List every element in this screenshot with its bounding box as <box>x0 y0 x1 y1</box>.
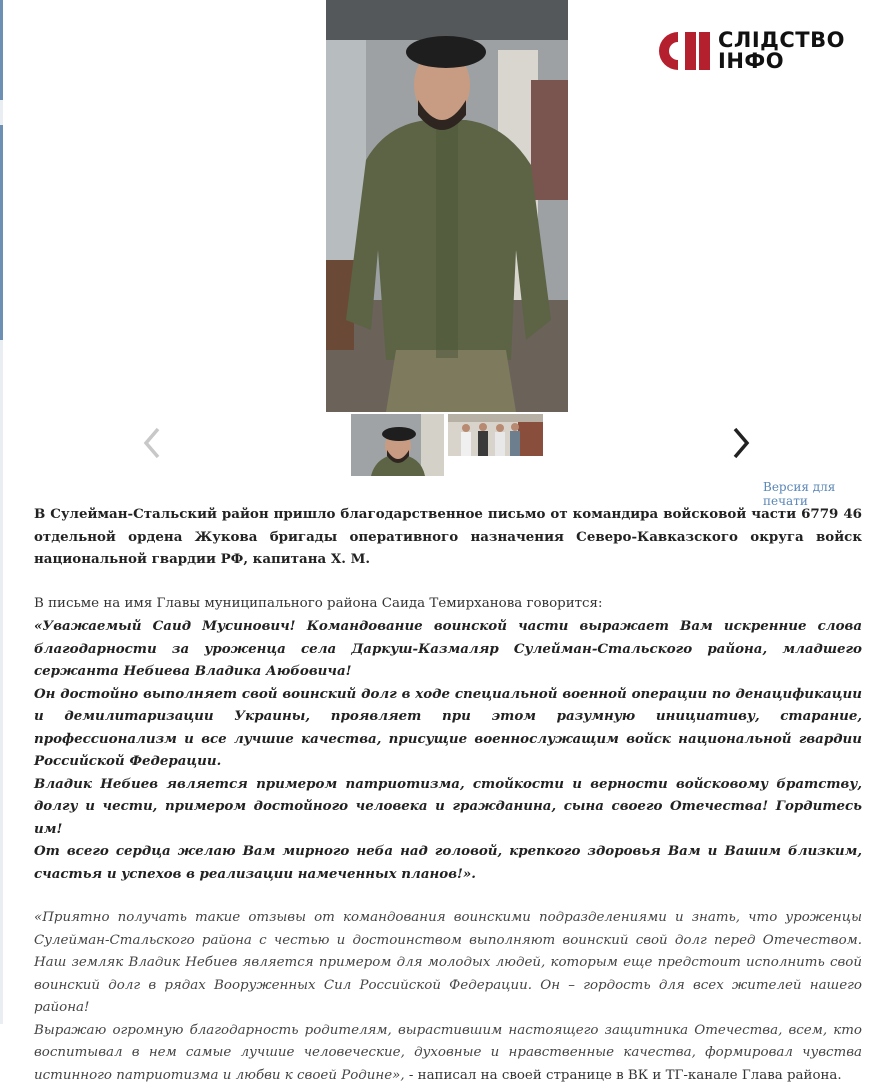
gallery-next-button[interactable] <box>729 425 753 465</box>
gallery-thumbnail-2[interactable] <box>448 414 543 456</box>
logo-mark-icon <box>652 28 712 74</box>
letter-paragraph: Владик Небиев является примером патриотизма, стойкости и верности войсковому братству, долгу и чести, примером достойного человека и гражданина, сына своего Отечества! Гордитесь им! <box>34 773 862 841</box>
article-intro: В письме на имя Главы муниципального района Саида Темирханова говорится: <box>34 593 862 616</box>
letter-paragraph: От всего сердца желаю Вам мирного неба над головой, крепкого здоровья Вам и Вашим близким, счастья и успехов в реализации намеченных планов!». <box>34 840 862 885</box>
letter-paragraph: Он достойно выполняет свой воинский долг в ходе специальной военной операции по денацификации и демилитаризации Украины, проявляет при этом разумную инициативу, старание, профессионализм и все лучшие качества, присущие военнослужащим войск национальной гвардии Российской Федерации. <box>34 683 862 773</box>
logo[interactable] <box>652 28 852 76</box>
chevron-left-icon <box>140 425 164 461</box>
logo-text <box>718 30 845 72</box>
article-lead: В Сулейман-Стальский район пришло благодарственное письмо от командира войсковой части 6779 46 отдельной ордена Жукова бригады оперативного назначения Северо-Кавказского округа войск национальной гвардии РФ, капитана Х. М. <box>34 503 862 571</box>
gallery-prev-button[interactable] <box>140 425 164 465</box>
attribution-text: - написал на своей странице в ВК и ТГ-канале Глава района. <box>405 1068 842 1083</box>
main-photo <box>326 0 568 412</box>
head-quote-paragraph <box>34 1020 862 1087</box>
gallery-thumbnail-1[interactable] <box>351 414 444 476</box>
head-quote-paragraph: «Приятно получать такие отзывы от командования воинскими подразделениями и знать, что уроженцы Сулейман-Стальского района с честью и достоинством выполняют воинский свой долг перед Отечеством. Наш земляк Владик Небиев является примером для молодых людей, которым еще предстоит исполнить свой воинский долг в рядах Вооруженных Сил Российской Федерации. Он – гордость для всех жителей нашего района! <box>34 907 862 1020</box>
article-body <box>34 503 862 1087</box>
logo-line-1: СЛІДСТВО <box>718 30 845 51</box>
left-edge-segment <box>0 0 3 100</box>
main-photo-image <box>326 0 568 412</box>
left-edge-bar <box>0 0 3 1024</box>
print-version-link[interactable]: Версия для печати <box>763 480 876 508</box>
letter-paragraph: «Уважаемый Саид Мусинович! Командование воинской части выражает Вам искренние слова благодарности за уроженца села Даркуш-Казмаляр Сулейман-Стальского района, младшего сержанта Небиева Владика Аюбовича! <box>34 615 862 683</box>
chevron-right-icon <box>729 425 753 461</box>
head-quote-text: Выражаю огромную благодарность родителям, вырастившим настоящего защитника Отечества, всем, кто воспитывал в нем самые лучшие человеческие, духовные и нравственные качества, формировал чувства истинного патриотизма и любви к своей Родине», <box>34 1023 862 1083</box>
thumbnail-image <box>448 414 543 456</box>
thumbnail-image <box>351 414 444 476</box>
logo-line-2: ІНФО <box>718 51 845 72</box>
left-edge-segment <box>0 125 3 340</box>
